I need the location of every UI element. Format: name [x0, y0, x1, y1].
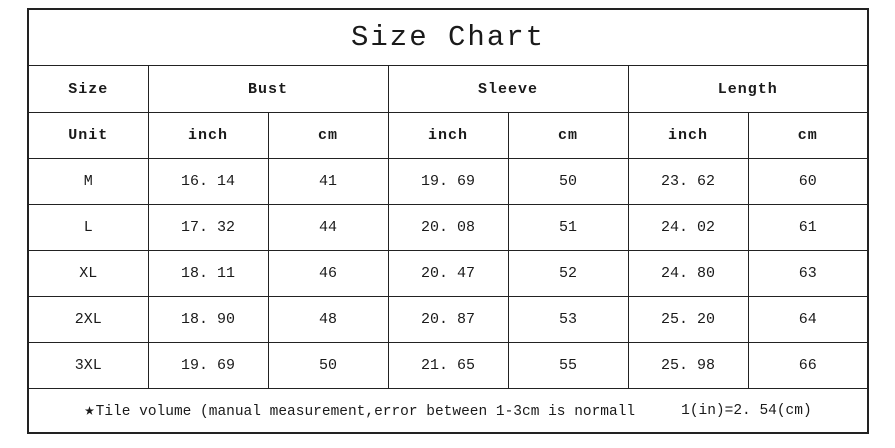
- table-cell: 18. 90: [148, 297, 268, 343]
- size-cell: M: [28, 159, 148, 205]
- unit-length-inch: inch: [628, 113, 748, 159]
- unit-sleeve-inch: inch: [388, 113, 508, 159]
- table-cell: 53: [508, 297, 628, 343]
- table-cell: 50: [508, 159, 628, 205]
- table-cell: 63: [748, 251, 868, 297]
- column-header-bust: Bust: [148, 66, 388, 113]
- table-row-3xl: [28, 343, 868, 389]
- table-cell: 18. 11: [148, 251, 268, 297]
- group-header-row: [28, 66, 868, 113]
- size-cell: L: [28, 205, 148, 251]
- table-cell: 44: [268, 205, 388, 251]
- size-cell: 3XL: [28, 343, 148, 389]
- unit-header-row: [28, 113, 868, 159]
- table-cell: 24. 02: [628, 205, 748, 251]
- unit-bust-cm: cm: [268, 113, 388, 159]
- table-cell: 51: [508, 205, 628, 251]
- table-cell: 46: [268, 251, 388, 297]
- table-cell: 55: [508, 343, 628, 389]
- table-cell: 66: [748, 343, 868, 389]
- measurement-note: [84, 400, 635, 421]
- table-row-2xl: [28, 297, 868, 343]
- star-icon: ★: [84, 402, 95, 421]
- size-cell: XL: [28, 251, 148, 297]
- unit-conversion-note: 1(in)=2. 54(cm): [681, 402, 812, 419]
- table-cell: 25. 20: [628, 297, 748, 343]
- measurement-note-text: Tile volume (manual measurement,error between 1-3cm is normall: [95, 404, 636, 420]
- table-cell: 50: [268, 343, 388, 389]
- table-cell: 16. 14: [148, 159, 268, 205]
- unit-bust-inch: inch: [148, 113, 268, 159]
- column-header-length: Length: [628, 66, 868, 113]
- page-title: Size Chart: [28, 9, 868, 66]
- table-cell: 24. 80: [628, 251, 748, 297]
- table-cell: 20. 08: [388, 205, 508, 251]
- table-cell: 21. 65: [388, 343, 508, 389]
- unit-label: Unit: [28, 113, 148, 159]
- table-cell: 48: [268, 297, 388, 343]
- size-cell: 2XL: [28, 297, 148, 343]
- footnote: [29, 400, 867, 421]
- title-row: [28, 9, 868, 66]
- column-header-sleeve: Sleeve: [388, 66, 628, 113]
- column-header-size: Size: [28, 66, 148, 113]
- table-cell: 23. 62: [628, 159, 748, 205]
- table-row-l: [28, 205, 868, 251]
- table-cell: 52: [508, 251, 628, 297]
- unit-sleeve-cm: cm: [508, 113, 628, 159]
- table-cell: 64: [748, 297, 868, 343]
- table-cell: 41: [268, 159, 388, 205]
- table-row-xl: [28, 251, 868, 297]
- table-row-m: [28, 159, 868, 205]
- table-cell: 61: [748, 205, 868, 251]
- footnote-row: [28, 389, 868, 434]
- table-cell: 17. 32: [148, 205, 268, 251]
- table-cell: 19. 69: [148, 343, 268, 389]
- table-cell: 25. 98: [628, 343, 748, 389]
- table-cell: 19. 69: [388, 159, 508, 205]
- size-chart-table: [27, 8, 869, 434]
- unit-length-cm: cm: [748, 113, 868, 159]
- table-cell: 20. 87: [388, 297, 508, 343]
- table-cell: 60: [748, 159, 868, 205]
- table-cell: 20. 47: [388, 251, 508, 297]
